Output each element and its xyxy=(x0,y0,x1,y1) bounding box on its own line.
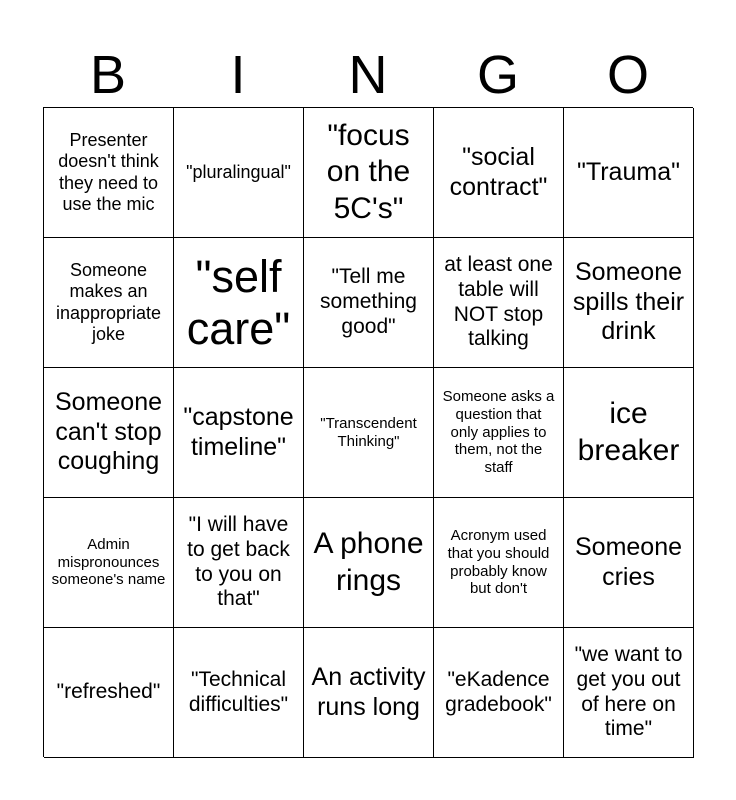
cell-text: "pluralingual" xyxy=(186,161,291,182)
bingo-header xyxy=(43,40,693,110)
bingo-cell[interactable] xyxy=(304,368,434,498)
bingo-cell[interactable] xyxy=(44,238,174,368)
cell-text: at least one table will NOT stop talking xyxy=(444,252,553,351)
bingo-cell[interactable] xyxy=(304,238,434,368)
cell-text: Someone spills their drink xyxy=(572,258,685,346)
cell-text: Admin mispronounces someone's name xyxy=(51,535,166,589)
bingo-cell[interactable] xyxy=(434,238,564,368)
bingo-cell[interactable] xyxy=(174,368,304,498)
bingo-cell[interactable] xyxy=(564,368,694,498)
cell-text: "I will have to get back to you on that" xyxy=(187,512,290,611)
cell-text: Acronym used that you should probably know but don't xyxy=(447,527,550,598)
bingo-cell[interactable] xyxy=(434,108,564,238)
cell-text: "refreshed" xyxy=(56,680,161,704)
cell-text: "capstone timeline" xyxy=(183,403,294,461)
cell-text: An activity runs long xyxy=(311,663,426,721)
bingo-cell[interactable] xyxy=(434,368,564,498)
cell-text: Someone makes an inappropriate joke xyxy=(55,260,162,344)
header-letter-b: B xyxy=(89,45,127,105)
bingo-cell[interactable] xyxy=(44,108,174,238)
bingo-cell[interactable] xyxy=(174,628,304,758)
cell-text: "self care" xyxy=(186,250,291,354)
bingo-cell[interactable] xyxy=(564,108,694,238)
header-letter-i: I xyxy=(230,45,246,105)
cell-text: "Transcendent Thinking" xyxy=(320,414,417,450)
cell-text: ice breaker xyxy=(577,396,680,467)
cell-text: "we want to get you out of here on time" xyxy=(574,642,683,741)
bingo-cell[interactable] xyxy=(44,368,174,498)
bingo-cell[interactable] xyxy=(174,498,304,628)
cell-text: A phone rings xyxy=(313,526,424,597)
bingo-cell[interactable] xyxy=(174,238,304,368)
bingo-cell[interactable] xyxy=(564,498,694,628)
cell-text: "Technical difficulties" xyxy=(188,667,289,716)
bingo-cell[interactable] xyxy=(564,628,694,758)
header-letter-o: O xyxy=(606,45,649,105)
header-letter-n: N xyxy=(348,45,388,105)
bingo-cell[interactable] xyxy=(44,628,174,758)
bingo-cell[interactable] xyxy=(304,108,434,238)
bingo-cell[interactable] xyxy=(564,238,694,368)
cell-text: Someone can't stop coughing xyxy=(54,388,163,476)
cell-text: "social contract" xyxy=(449,143,548,201)
bingo-board xyxy=(43,107,693,757)
bingo-cell[interactable] xyxy=(304,498,434,628)
cell-text: Someone cries xyxy=(574,533,683,591)
bingo-cell[interactable] xyxy=(174,108,304,238)
cell-text: Presenter doesn't think they need to use the mic xyxy=(58,130,159,214)
cell-text: "focus on the 5C's" xyxy=(326,118,411,225)
cell-text: "Tell me something good" xyxy=(320,265,417,338)
cell-text: "Trauma" xyxy=(577,157,680,186)
cell-text: "eKadence gradebook" xyxy=(445,667,552,716)
bingo-cell[interactable] xyxy=(434,498,564,628)
cell-text: Someone asks a question that only applies to them, not the staff xyxy=(442,388,555,477)
bingo-cell[interactable] xyxy=(304,628,434,758)
header-letter-g: G xyxy=(476,45,519,105)
bingo-cell[interactable] xyxy=(44,498,174,628)
bingo-cell[interactable] xyxy=(434,628,564,758)
